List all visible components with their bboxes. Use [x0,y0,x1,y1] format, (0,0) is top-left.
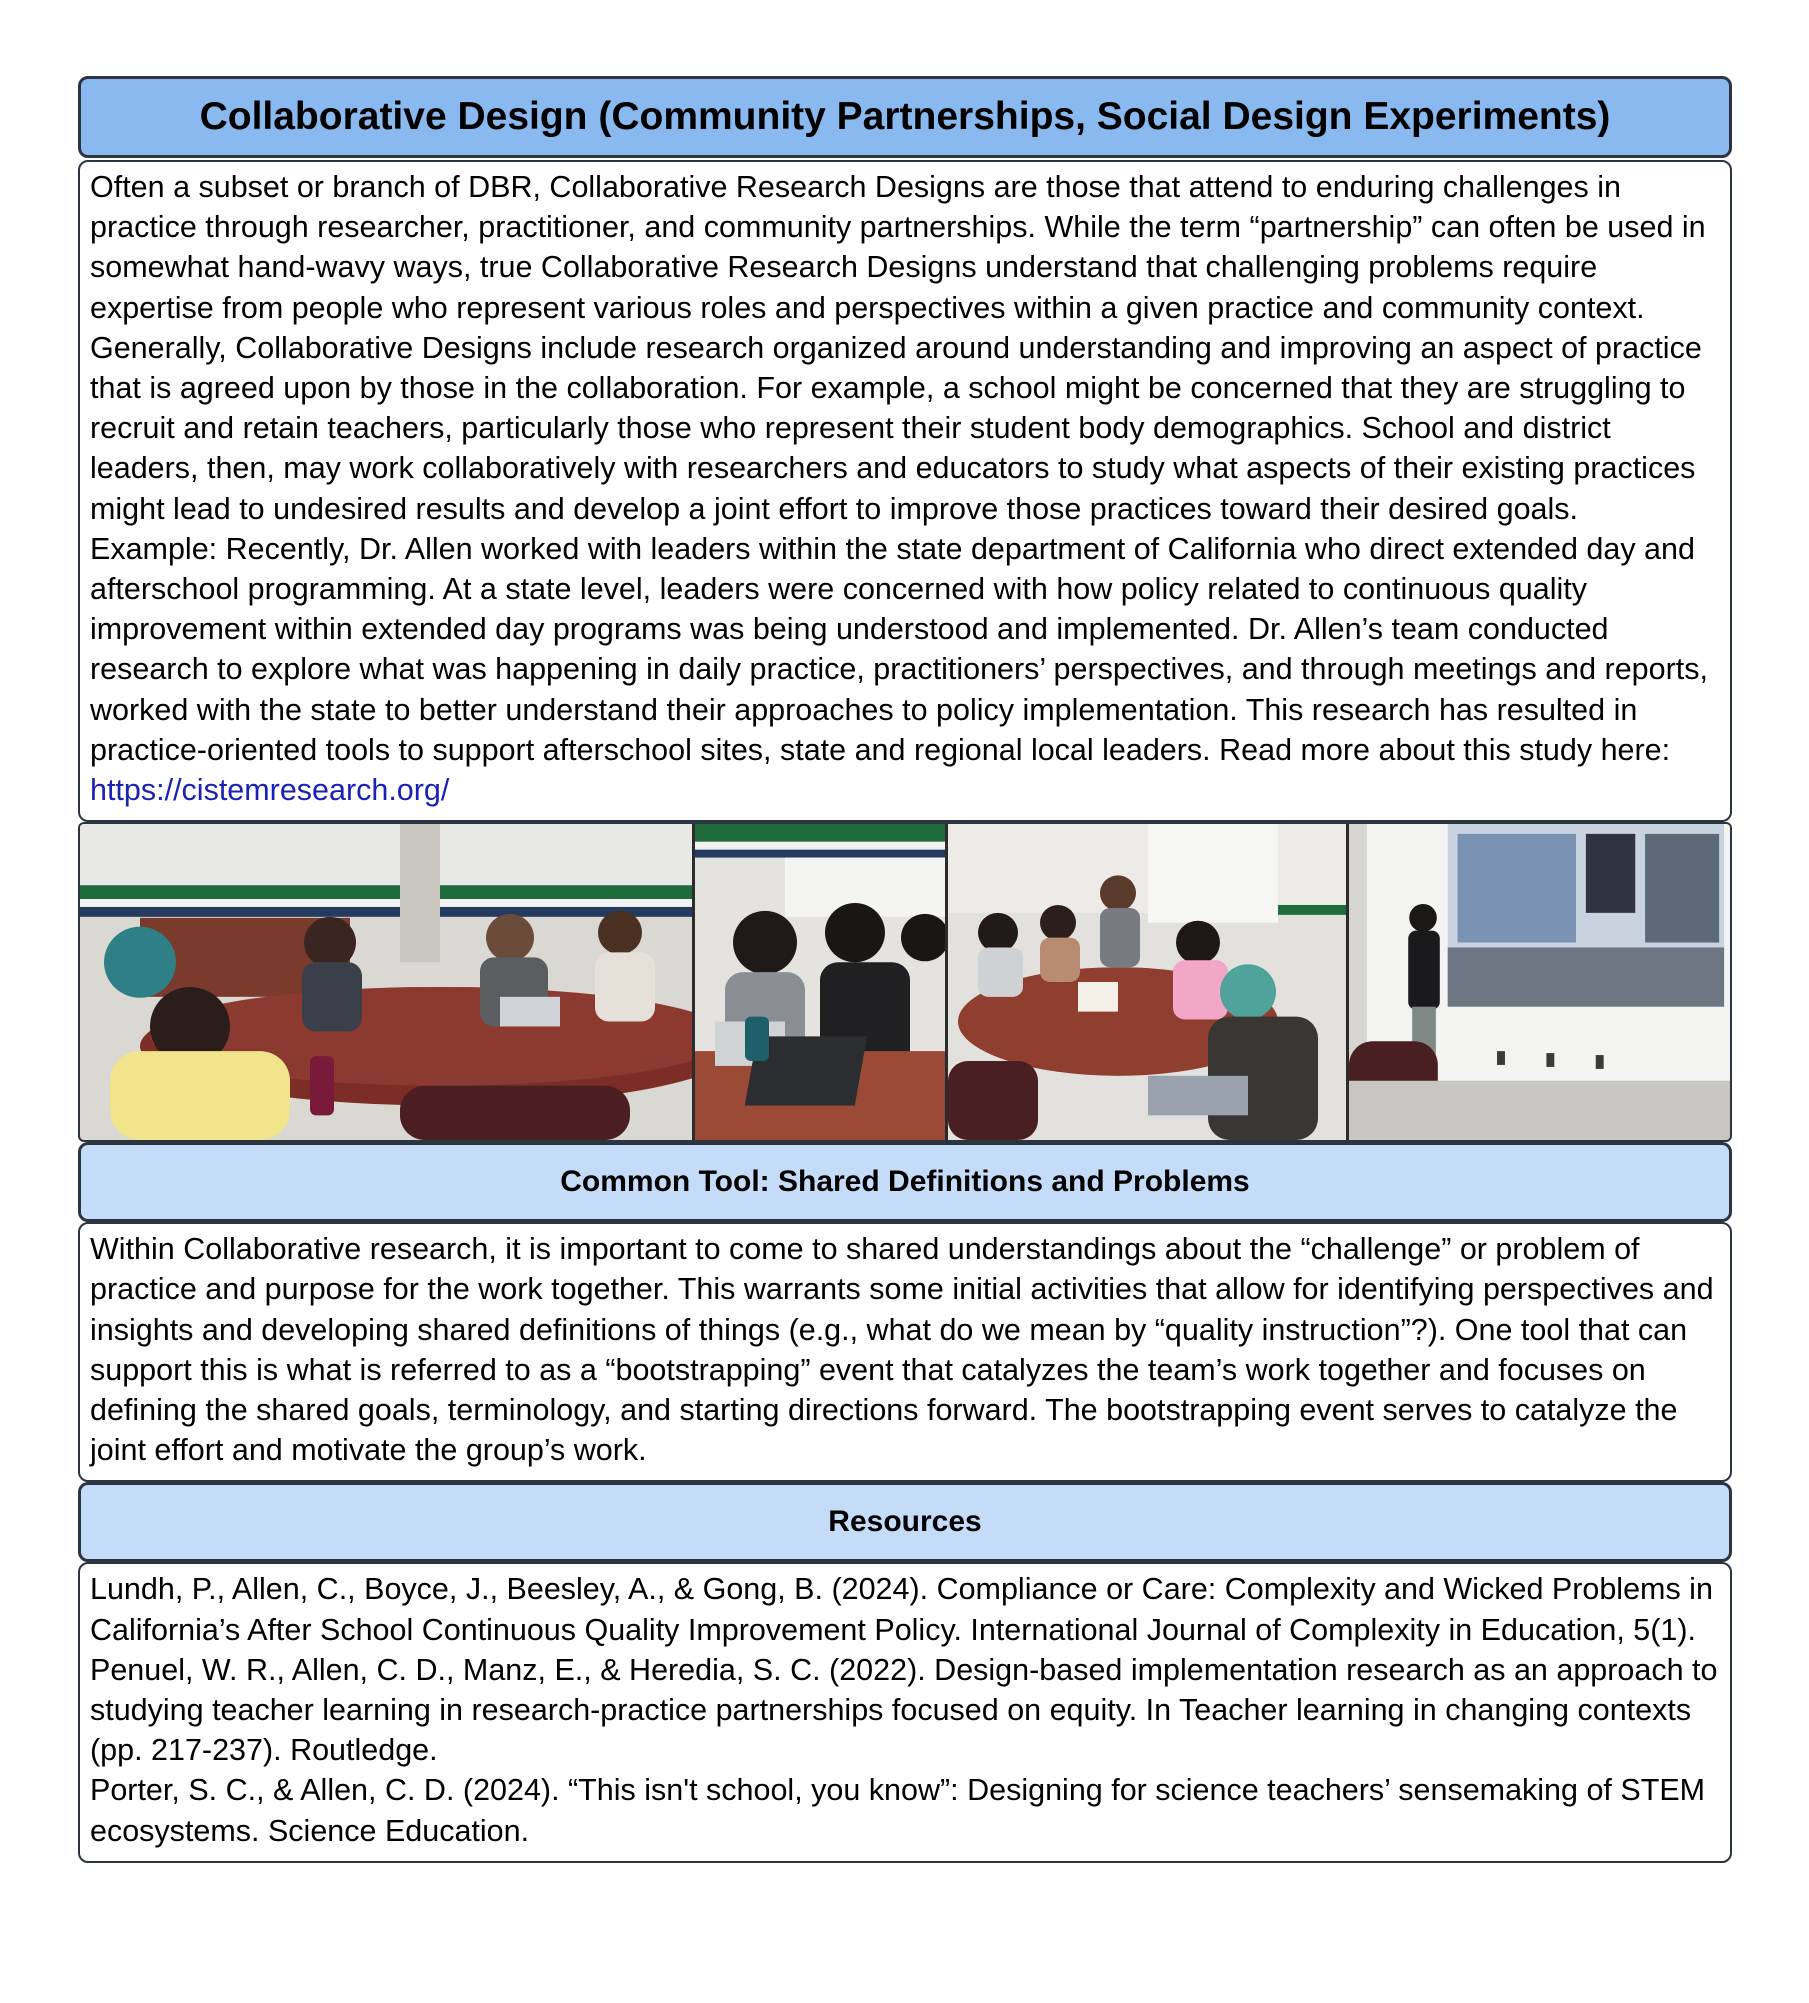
common-tool-header: Common Tool: Shared Definitions and Problems [78,1142,1732,1222]
photo-gallery [78,822,1732,1142]
intro-example [90,529,1722,810]
example-text: Example: Recently, Dr. Allen worked with leaders within the state department of California who direct extended day and afterschool programming. At a state level, leaders were concerned with how policy related to continuous quality improvement within extended day programs was being understood and implemented. Dr. Allen’s team conducted research to explore what was happening in daily practice, practitioners’ perspectives, and through meetings and reports, worked with the state to better understand their approaches to policy implementation. This research has resulted in practice-oriented tools to support afterschool sites, state and regional local leaders. Read more about this study here: [90,531,1708,767]
intro-text-box [78,160,1732,822]
resources-header: Resources [78,1482,1732,1562]
common-tool-body: Within Collaborative research, it is important to come to shared understandings about the “challenge” or problem of practice and purpose for the work together. This warrants some initial activities that allow for identifying perspectives and insights and developing shared definitions of things (e.g., what do we mean by “quality instruction”?). One tool that can support this is what is referred to as a “bootstrapping” event that catalyzes the team’s work together and focuses on defining the shared goals, terminology, and starting directions forward. The bootstrapping event serves to catalyze the joint effort and motivate the group’s work. [90,1232,1714,1468]
photo-meeting-round-table [80,824,692,1140]
document-page [78,76,1732,1863]
resource-item: Porter, S. C., & Allen, C. D. (2024). “This isn't school, you know”: Designing for science teachers’ sensemaking of STEM ecosystems. Science Education. [90,1773,1706,1848]
resource-item: Penuel, W. R., Allen, C. D., Manz, E., & Heredia, S. C. (2022). Design-based implementation research as an approach to studying teacher learning in research-practice partnerships focused on equity. In Teacher learning in changing contexts (pp. 217-237). Routledge. [90,1652,1718,1768]
photo-presenter-screen [1349,824,1730,1140]
common-tool-text-box [78,1222,1732,1482]
photo-students-laptops [695,824,945,1140]
page-title: Collaborative Design (Community Partnerships, Social Design Experiments) [78,76,1732,158]
resource-item: Lundh, P., Allen, C., Boyce, J., Beesley, A., & Gong, B. (2024). Compliance or Care: Complexity and Wicked Problems in California’s After School Continuous Quality Improvement Policy. International Journal of Complexity in Education, 5(1). [90,1572,1713,1647]
photo-classroom-table [948,824,1346,1140]
cistem-research-link[interactable]: https://cistemresearch.org/ [90,773,450,808]
resources-text-box [78,1562,1732,1862]
intro-paragraph: Often a subset or branch of DBR, Collaborative Research Designs are those that attend to enduring challenges in practice through researcher, practitioner, and community partnerships. While the term “partnership” can often be used in somewhat hand-wavy ways, true Collaborative Research Designs understand that challenging problems require expertise from people who represent various roles and perspectives within a given practice and community context. Generally, Collaborative Designs include research organized around understanding and improving an aspect of practice that is agreed upon by those in the collaboration. For example, a school might be concerned that they are struggling to recruit and retain teachers, particularly those who represent their student body demographics. School and district leaders, then, may work collaboratively with researchers and educators to study what aspects of their existing practices might lead to undesired results and develop a joint effort to improve those practices toward their desired goals. [90,170,1706,526]
